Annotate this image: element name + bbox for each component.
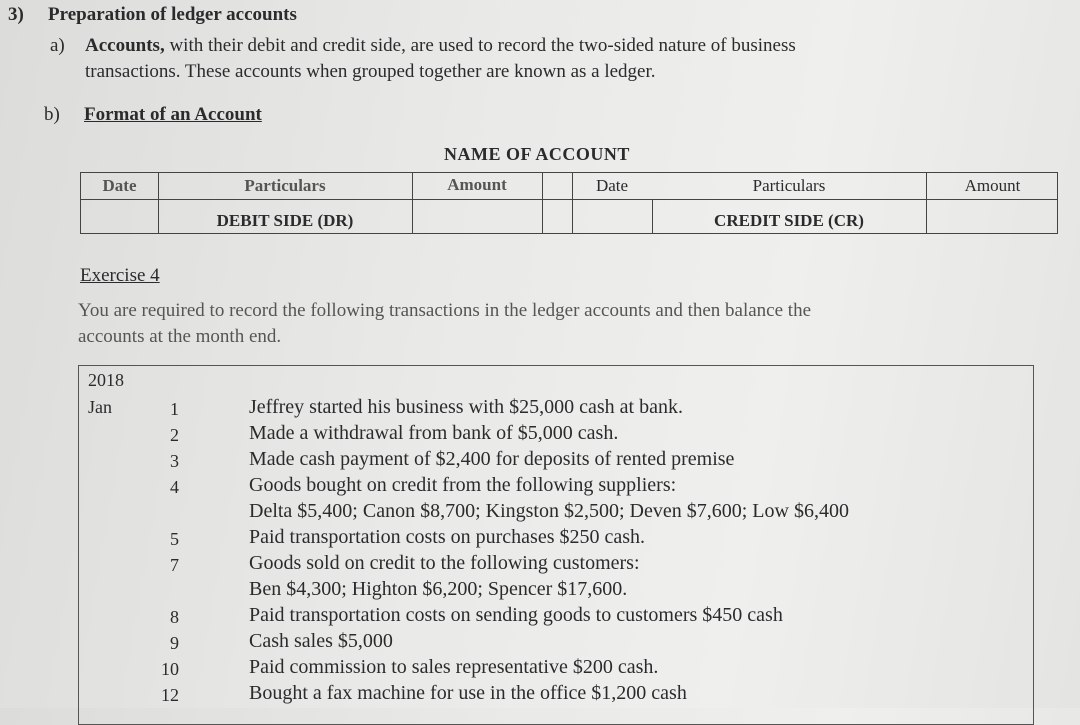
item-a-bold-lead: Accounts, (85, 35, 165, 56)
header-date-debit: Date (102, 176, 137, 195)
transaction-days (155, 397, 179, 709)
item-a-line1-rest: with their debit and credit side, are used to record the two-sided nature of business (169, 35, 796, 56)
transaction-day: 9 (170, 633, 179, 653)
year-label: 2018 (88, 370, 124, 390)
transaction-text: Made cash payment of $2,400 for deposits of rented premise (249, 448, 735, 470)
transaction-text: Jeffrey started his business with $25,000 cash at bank. (249, 396, 683, 418)
divider (542, 173, 543, 233)
transaction-day: 7 (170, 555, 179, 575)
transaction-day: 2 (170, 425, 179, 445)
month-label: Jan (88, 397, 112, 417)
transaction-day: 10 (161, 659, 179, 679)
transaction-day (155, 501, 179, 527)
transaction-text: Goods bought on credit from the following suppliers: (249, 474, 677, 496)
exercise-instruction-line2: accounts at the month end. (78, 326, 282, 347)
credit-side-label: CREDIT SIDE (CR) (714, 211, 864, 230)
transaction-day: 3 (170, 451, 179, 471)
transaction-day (155, 579, 179, 605)
header-date-credit: Date (595, 176, 629, 195)
transaction-text: Cash sales $5,000 (249, 630, 393, 652)
transaction-day: 4 (170, 477, 179, 497)
transaction-day: 12 (161, 685, 179, 705)
header-amount-debit: Amount (447, 175, 507, 194)
transaction-text: Paid transportation costs on sending goods to customers $450 cash (249, 604, 783, 626)
transaction-text: Goods sold on credit to the following customers: (249, 552, 640, 574)
header-particulars-debit: Particulars (244, 176, 326, 195)
item-b-marker: b) (44, 104, 60, 125)
debit-side-label: DEBIT SIDE (DR) (216, 211, 354, 230)
account-format-table (80, 172, 1058, 234)
transaction-day: 8 (170, 607, 179, 627)
transaction-text: Made a withdrawal from bank of $5,000 cash. (249, 422, 619, 444)
transaction-text: Delta $5,400; Canon $8,700; Kingston $2,500; Deven $7,600; Low $6,400 (249, 500, 849, 522)
transaction-day: 5 (170, 529, 179, 549)
item-a-marker: a) (50, 35, 65, 56)
header-particulars-credit: Particulars (752, 176, 826, 195)
exercise-title: Exercise 4 (80, 265, 160, 286)
item-b-title: Format of an Account (84, 104, 262, 125)
header-amount-credit: Amount (964, 176, 1021, 195)
transaction-text: Bought a fax machine for use in the office $1,200 cash (249, 682, 687, 704)
item-a-line1 (85, 35, 796, 57)
transaction-text: Paid commission to sales representative $200 cash. (249, 656, 659, 678)
transaction-text: Paid transportation costs on purchases $250 cash. (249, 526, 646, 548)
transaction-text: Ben $4,300; Highton $6,200; Spencer $17,600. (249, 578, 628, 600)
section-number: 3) (8, 4, 24, 25)
section-title: Preparation of ledger accounts (48, 4, 297, 25)
item-a-line2: transactions. These accounts when grouped together are known as a ledger. (85, 61, 656, 82)
exercise-instruction-line1: You are required to record the following transactions in the ledger accounts and then balance the (78, 300, 812, 321)
account-name-label: NAME OF ACCOUNT (444, 144, 630, 164)
transaction-list (249, 394, 849, 706)
transaction-day: 1 (170, 399, 179, 419)
